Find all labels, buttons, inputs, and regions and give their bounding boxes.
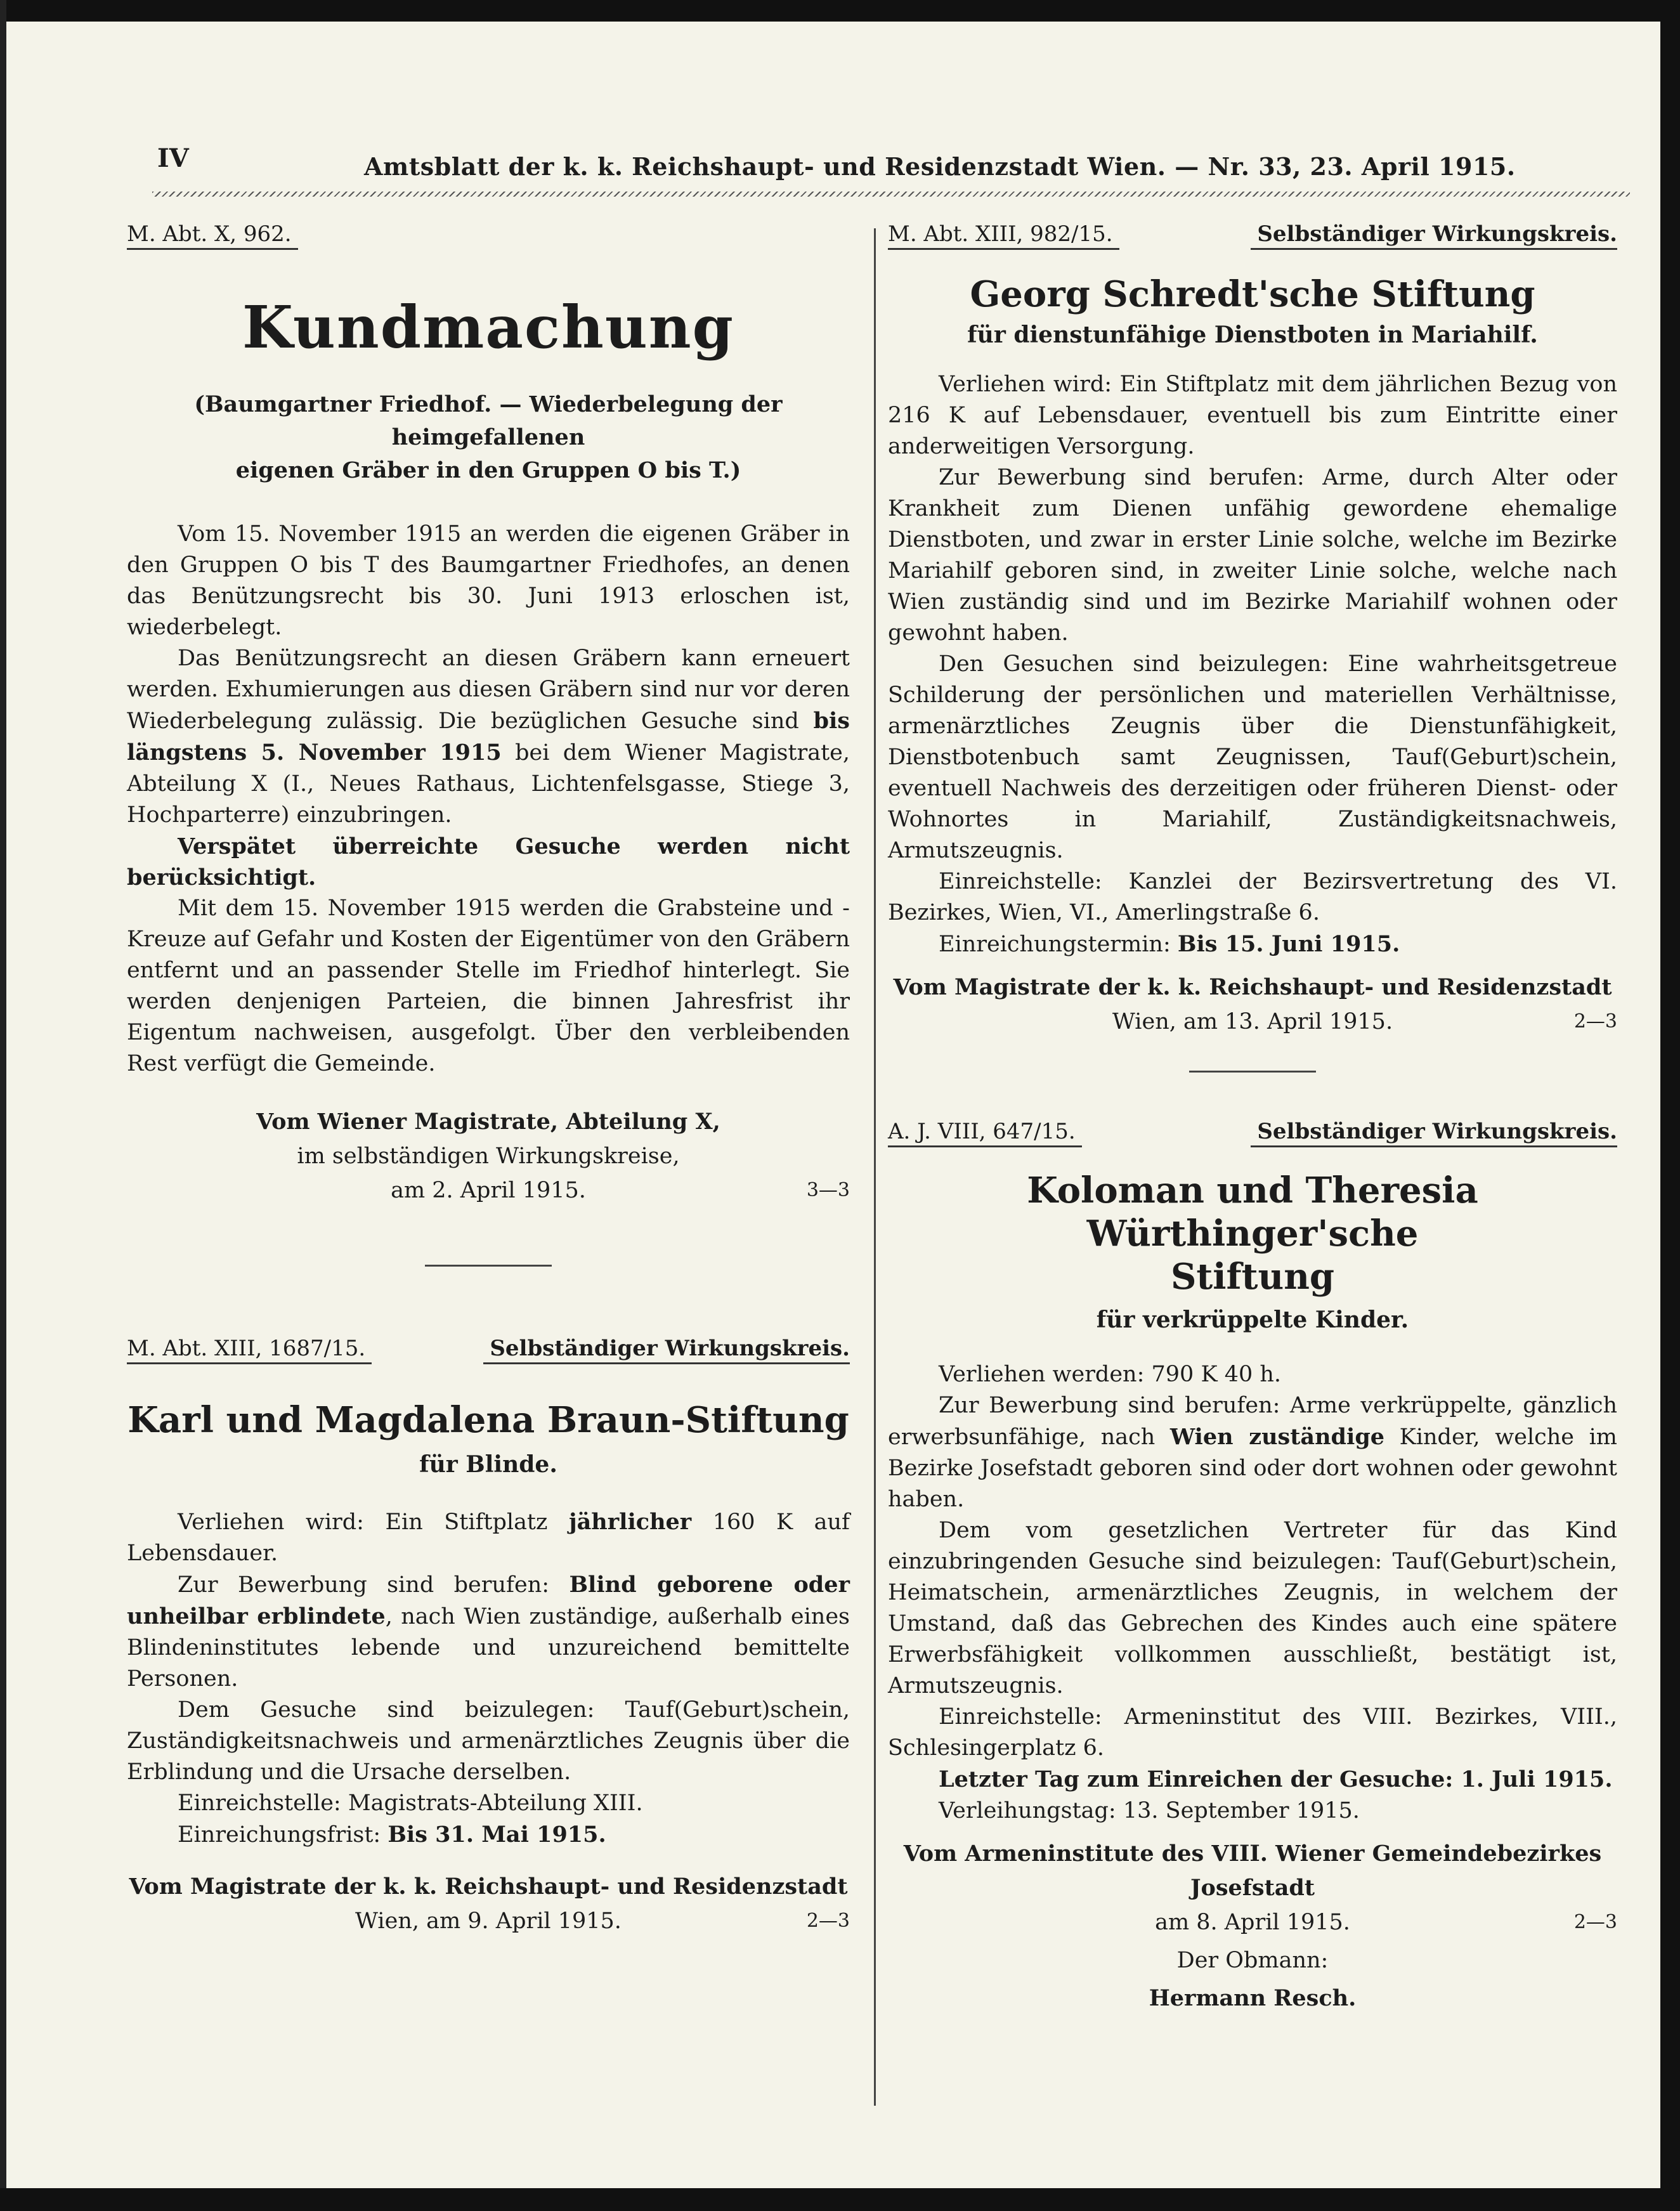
schredt-paragraph-5 bbox=[888, 929, 1617, 960]
braun-p1-rest: 160 K auf Lebensdauer. bbox=[127, 1510, 850, 1566]
wuerthinger-sign-3: Der Obmann: bbox=[1176, 1948, 1329, 1973]
schredt-body bbox=[888, 369, 1617, 960]
wuerthinger-header bbox=[888, 1119, 1617, 1147]
schredt-count: 2—3 bbox=[1573, 1010, 1617, 1033]
kundmachung-sign-2: im selbständigen Wirkungskreise, bbox=[297, 1144, 680, 1169]
kundmachung-paragraph-1: Vom 15. November 1915 an werden die eigenen Gräber in den Gruppen O bis T des Baumgartner Friedhofes, an denen das Benützungsrecht bis 30. Juni 1913 erloschen ist, wiederbelegt. bbox=[127, 521, 850, 640]
kundmachung-header bbox=[127, 222, 850, 250]
wuerthinger-body bbox=[888, 1359, 1617, 1827]
scan-border-left bbox=[0, 0, 6, 2211]
kundmachung-p2-deadline: bis längstens 5. November 1915 bbox=[127, 708, 850, 766]
wuerthinger-count: 2—3 bbox=[1573, 1911, 1617, 1933]
braun-sign-1: Vom Magistrate der k. k. Reichshaupt- und Residenzstadt bbox=[129, 1874, 848, 1900]
wuerthinger-sign-1: Vom Armeninstitute des VIII. Wiener Gemeindebezirkes Josefstadt bbox=[903, 1841, 1602, 1901]
kundmachung-count: 3—3 bbox=[806, 1179, 850, 1201]
braun-p5-text: Einreichungsfrist: bbox=[178, 1822, 388, 1848]
schredt-paragraph-4: Einreichstelle: Kanzlei der Bezirsvertretung des VI. Bezirkes, Wien, VI., Amerlingstraße 6. bbox=[888, 869, 1617, 925]
kundmachung-paragraph-3: Verspätet überreichte Gesuche werden nicht berücksichtigt. bbox=[127, 833, 850, 890]
scan-border-top bbox=[0, 0, 1680, 22]
braun-p1-bold: jährlicher bbox=[568, 1509, 692, 1535]
kundmachung-subtitle-line-2: eigenen Gräber in den Gruppen O bis T.) bbox=[235, 457, 741, 483]
kundmachung-subtitle bbox=[127, 388, 850, 487]
schredt-sign-1: Vom Magistrate der k. k. Reichshaupt- und Residenzstadt bbox=[893, 974, 1612, 1000]
schredt-ref: M. Abt. XIII, 982/15. bbox=[888, 221, 1119, 250]
schredt-title: Georg Schredt'sche Stiftung bbox=[970, 273, 1535, 315]
braun-paragraph-1 bbox=[127, 1506, 850, 1569]
schredt-p5-deadline: Bis 15. Juni 1915. bbox=[1177, 931, 1400, 957]
braun-p5-deadline: Bis 31. Mai 1915. bbox=[387, 1822, 606, 1848]
left-column bbox=[127, 222, 850, 1938]
schredt-p5-text: Einreichungstermin: bbox=[939, 932, 1178, 957]
wuerthinger-paragraph-6: Verleihungstag: 13. September 1915. bbox=[939, 1798, 1360, 1823]
schredt-kreis: Selbständiger Wirkungskreis. bbox=[1251, 221, 1617, 250]
wuerthinger-paragraph-4: Einreichstelle: Armeninstitut des VIII. Bezirkes, VIII., Schlesingerplatz 6. bbox=[888, 1704, 1617, 1761]
section-separator bbox=[1189, 1071, 1316, 1073]
page-number: IV bbox=[157, 143, 189, 173]
right-column bbox=[888, 222, 1617, 2016]
schredt-paragraph-2: Zur Bewerbung sind berufen: Arme, durch Alter oder Krankheit zum Dienen unfähig gewordene ehemalige Dienstboten, und zwar in erster Linie solche, welche im Bezirke Mariahilf geboren sind, in zweiter Linie solche, welche nach Wien zuständig sind und im Bezirke Mariahilf wohnen oder gewohnt haben. bbox=[888, 465, 1617, 646]
wuerthinger-paragraph-5 bbox=[888, 1764, 1617, 1796]
braun-paragraph-4: Einreichstelle: Magistrats-Abteilung XIII. bbox=[178, 1790, 643, 1816]
schredt-subtitle: für dienstunfähige Dienstboten in Mariahilf. bbox=[967, 322, 1538, 348]
scan-border-right bbox=[1660, 0, 1680, 2211]
kundmachung-ref: M. Abt. X, 962. bbox=[127, 221, 298, 250]
braun-paragraph-5 bbox=[127, 1819, 850, 1851]
braun-p2-bold: Blind geborene oder unheilbar erblindete bbox=[127, 1572, 850, 1629]
braun-count: 2—3 bbox=[806, 1910, 850, 1932]
schredt-signature bbox=[888, 970, 1617, 1039]
braun-p1-text: Verliehen wird: Ein Stiftplatz bbox=[178, 1510, 569, 1535]
braun-body bbox=[127, 1506, 850, 1851]
kundmachung-paragraph-2 bbox=[127, 643, 850, 831]
wuerthinger-subtitle: für verkrüppelte Kinder. bbox=[1096, 1307, 1409, 1333]
wuerthinger-p2-bold: Wien zuständige bbox=[1169, 1424, 1385, 1450]
schredt-header bbox=[888, 222, 1617, 250]
braun-signature bbox=[127, 1870, 850, 1938]
braun-header bbox=[127, 1336, 850, 1364]
kundmachung-p2-text: Das Benützungsrecht an diesen Gräbern kann erneuert werden. Exhumierungen aus diesen Gräbern sind nur vor deren Wiederbelegung zulässig. Die bezüglichen Gesuche sind bbox=[127, 646, 850, 734]
kundmachung-title: Kundmachung bbox=[242, 293, 734, 362]
kundmachung-sign-1: Vom Wiener Magistrate, Abteilung X, bbox=[256, 1109, 720, 1135]
wuerthinger-p2-text: Zur Bewerbung sind berufen: Arme verkrüppelte, gänzlich erwerbsunfähige, nach bbox=[888, 1393, 1617, 1450]
kundmachung-body bbox=[127, 519, 850, 1079]
kundmachung-sign-date-row bbox=[127, 1173, 850, 1208]
braun-sign-date-row bbox=[127, 1904, 850, 1938]
braun-p2-rest: , nach Wien zuständige, außerhalb eines Blindeninstitutes lebende und unzureichend bemittelte Personen. bbox=[127, 1604, 850, 1692]
kundmachung-paragraph-4: Mit dem 15. November 1915 werden die Grabsteine und -Kreuze auf Gefahr und Kosten der Eigentümer von den Gräbern entfernt und an passender Stelle im Friedhof hinterlegt. Sie werden denjenigen Parteien, die binnen Jahresfrist ihr Eigentum nachweisen, ausgefolgt. Über den verbleibenden Rest verfügt die Gemeinde. bbox=[127, 896, 850, 1076]
wuerthinger-p5-deadline: 1. Juli 1915. bbox=[1461, 1766, 1613, 1792]
schredt-sign-date-row bbox=[888, 1005, 1617, 1039]
braun-kreis: Selbständiger Wirkungskreis. bbox=[483, 1336, 850, 1364]
kundmachung-subtitle-line-1: (Baumgartner Friedhof. — Wiederbelegung der heimgefallenen bbox=[194, 391, 783, 450]
header-rule bbox=[152, 192, 1630, 197]
braun-title: Karl und Magdalena Braun-Stiftung bbox=[127, 1399, 849, 1441]
braun-paragraph-2 bbox=[127, 1569, 850, 1695]
braun-subtitle: für Blinde. bbox=[419, 1451, 557, 1478]
schredt-sign-2: Wien, am 13. April 1915. bbox=[1112, 1009, 1393, 1034]
wuerthinger-paragraph-2 bbox=[888, 1390, 1617, 1515]
wuerthinger-paragraph-1: Verliehen werden: 790 K 40 h. bbox=[939, 1362, 1282, 1387]
kundmachung-signature bbox=[127, 1105, 850, 1208]
running-header: Amtsblatt der k. k. Reichshaupt- und Residenzstadt Wien. — Nr. 33, 23. April 1915. bbox=[364, 152, 1516, 181]
wuerthinger-title-line-1: Koloman und Theresia Würthinger'sche bbox=[1027, 1170, 1478, 1255]
schredt-paragraph-3: Den Gesuchen sind beizulegen: Eine wahrheitsgetreue Schilderung der persönlichen und materiellen Verhältnisse, armenärztliches Zeugnis über die Dienstunfähigkeit, Dienstbotenbuch samt Zeugnissen, Tauf(Geburt)schein, eventuell Nachweis des derzeitigen oder früheren Dienst- oder Wohnortes in Mariahilf, Zuständigkeitsnachweis, Armutszeugnis. bbox=[888, 651, 1617, 863]
wuerthinger-title bbox=[888, 1169, 1617, 1298]
scan-border-bottom bbox=[0, 2188, 1680, 2211]
wuerthinger-kreis: Selbständiger Wirkungskreis. bbox=[1251, 1119, 1617, 1147]
braun-paragraph-3: Dem Gesuche sind beizulegen: Tauf(Geburt)schein, Zuständigkeitsnachweis und armenärztliches Zeugnis über die Erblindung und die Ursache derselben. bbox=[127, 1697, 850, 1785]
wuerthinger-sign-2: am 8. April 1915. bbox=[1155, 1910, 1350, 1935]
column-divider bbox=[874, 228, 876, 2106]
kundmachung-p2-rest: bei dem Wiener Magistrate, Abteilung X (I., Neues Rathaus, Lichtenfelsgasse, Stiege 3, Hochparterre) einzubringen. bbox=[127, 740, 850, 828]
schredt-paragraph-1: Verliehen wird: Ein Stiftplatz mit dem jährlichen Bezug von 216 K auf Lebensdauer, eventuell bis zum Eintritte einer anderweitigen Versorgung. bbox=[888, 372, 1617, 459]
section-separator bbox=[425, 1265, 552, 1267]
braun-p2-text: Zur Bewerbung sind berufen: bbox=[178, 1572, 570, 1598]
braun-sign-2: Wien, am 9. April 1915. bbox=[355, 1908, 622, 1934]
wuerthinger-ref: A. J. VIII, 647/15. bbox=[888, 1119, 1082, 1147]
wuerthinger-p2-rest: Kinder, welche im Bezirke Josefstadt geboren sind oder dort wohnen oder gewohnt haben. bbox=[888, 1425, 1617, 1512]
wuerthinger-sign-date-row bbox=[888, 1905, 1617, 1940]
wuerthinger-signature bbox=[888, 1837, 1617, 2016]
wuerthinger-p5-text: Letzter Tag zum Einreichen der Gesuche: bbox=[939, 1766, 1461, 1792]
wuerthinger-paragraph-3: Dem vom gesetzlichen Vertreter für das Kind einzubringenden Gesuche sind beizulegen: Tauf(Geburt)schein, Heimatschein, armenärztliches Zeugnis, in welchem der Umstand, daß das Gebrechen des Kindes auch eine spätere Erwerbsfähigkeit vollkommen ausschließt, bestätigt ist, Armutszeugnis. bbox=[888, 1518, 1617, 1699]
kundmachung-sign-3: am 2. April 1915. bbox=[391, 1178, 586, 1203]
braun-ref: M. Abt. XIII, 1687/15. bbox=[127, 1336, 372, 1364]
wuerthinger-sign-4: Hermann Resch. bbox=[1149, 1985, 1357, 2011]
wuerthinger-title-line-2: Stiftung bbox=[1170, 1256, 1335, 1298]
